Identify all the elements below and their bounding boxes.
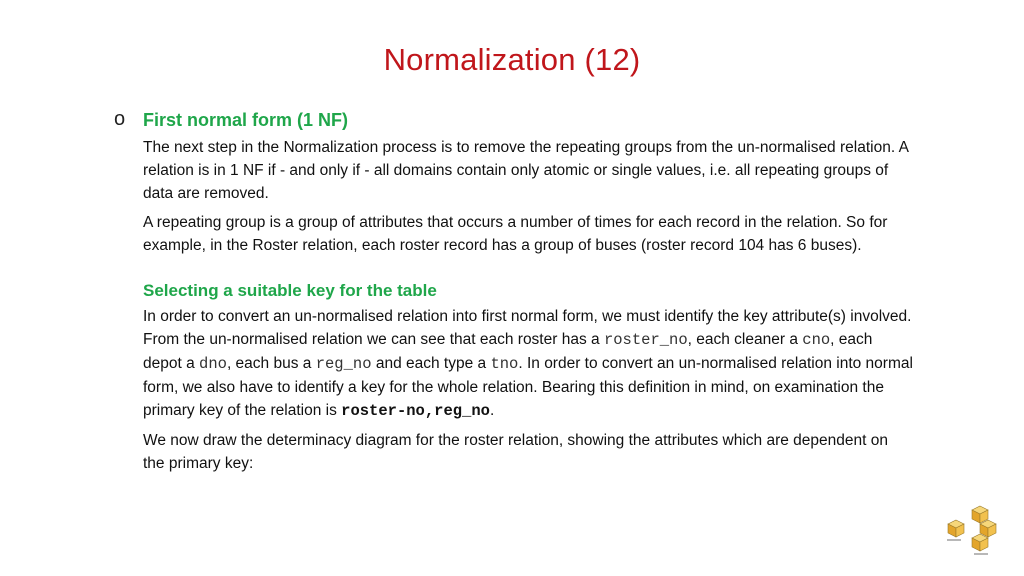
text-run: , each depot a (143, 331, 873, 372)
slide-content (143, 108, 913, 481)
paragraph-determinacy-diagram: We now draw the determinacy diagram for the roster relation, showing the attributes which are dependent on the primary key: (143, 432, 888, 472)
text-run: . (489, 402, 495, 419)
text-run: In order to convert an un-normalised relation into first normal form, we must identify the key attribute(s) involved. From the un-normalised relation we can see that each roster has a (143, 308, 912, 348)
code-dno: dno (199, 355, 227, 373)
primary-key-part-2: reg_no (434, 402, 490, 420)
code-tno: tno (490, 355, 519, 373)
code-reg-no: reg_no (315, 355, 372, 373)
paragraph-1nf-definition: The next step in the Normalization process is to remove the repeating groups from the un-normalised relation. A relation is in 1 NF if - and only if - all domains contain only atomic or single values, i.e. all repeating groups of data are removed. (143, 139, 909, 202)
text-run: . In order to convert an un-normalised relation into normal form, we also have to identify a key for the whole relation. Bearing this definition in mind, on examination the primary key of the relation is (143, 355, 913, 419)
bullet-marker: o (114, 108, 126, 130)
section-heading-1nf: First normal form (1 NF) (143, 110, 349, 130)
primary-key-part-1: roster-no, (341, 402, 435, 420)
paragraph-repeating-group: A repeating group is a group of attributes that occurs a number of times for each record in the relation. So for example, in the Roster relation, each roster record has a group of buses (roster record 104 has 6 buses). (143, 214, 888, 254)
text-run: , each cleaner a (687, 331, 803, 348)
paragraph-key-selection (143, 305, 913, 423)
text-run: and each type a (371, 355, 491, 372)
code-cno: cno (802, 331, 831, 349)
code-roster-no: roster_no (603, 331, 688, 349)
section-heading-key: Selecting a suitable key for the table (143, 281, 437, 300)
cube-logo-icon (944, 502, 1000, 558)
text-run: , each bus a (226, 355, 316, 372)
slide-title: Normalization (12) (383, 42, 641, 77)
